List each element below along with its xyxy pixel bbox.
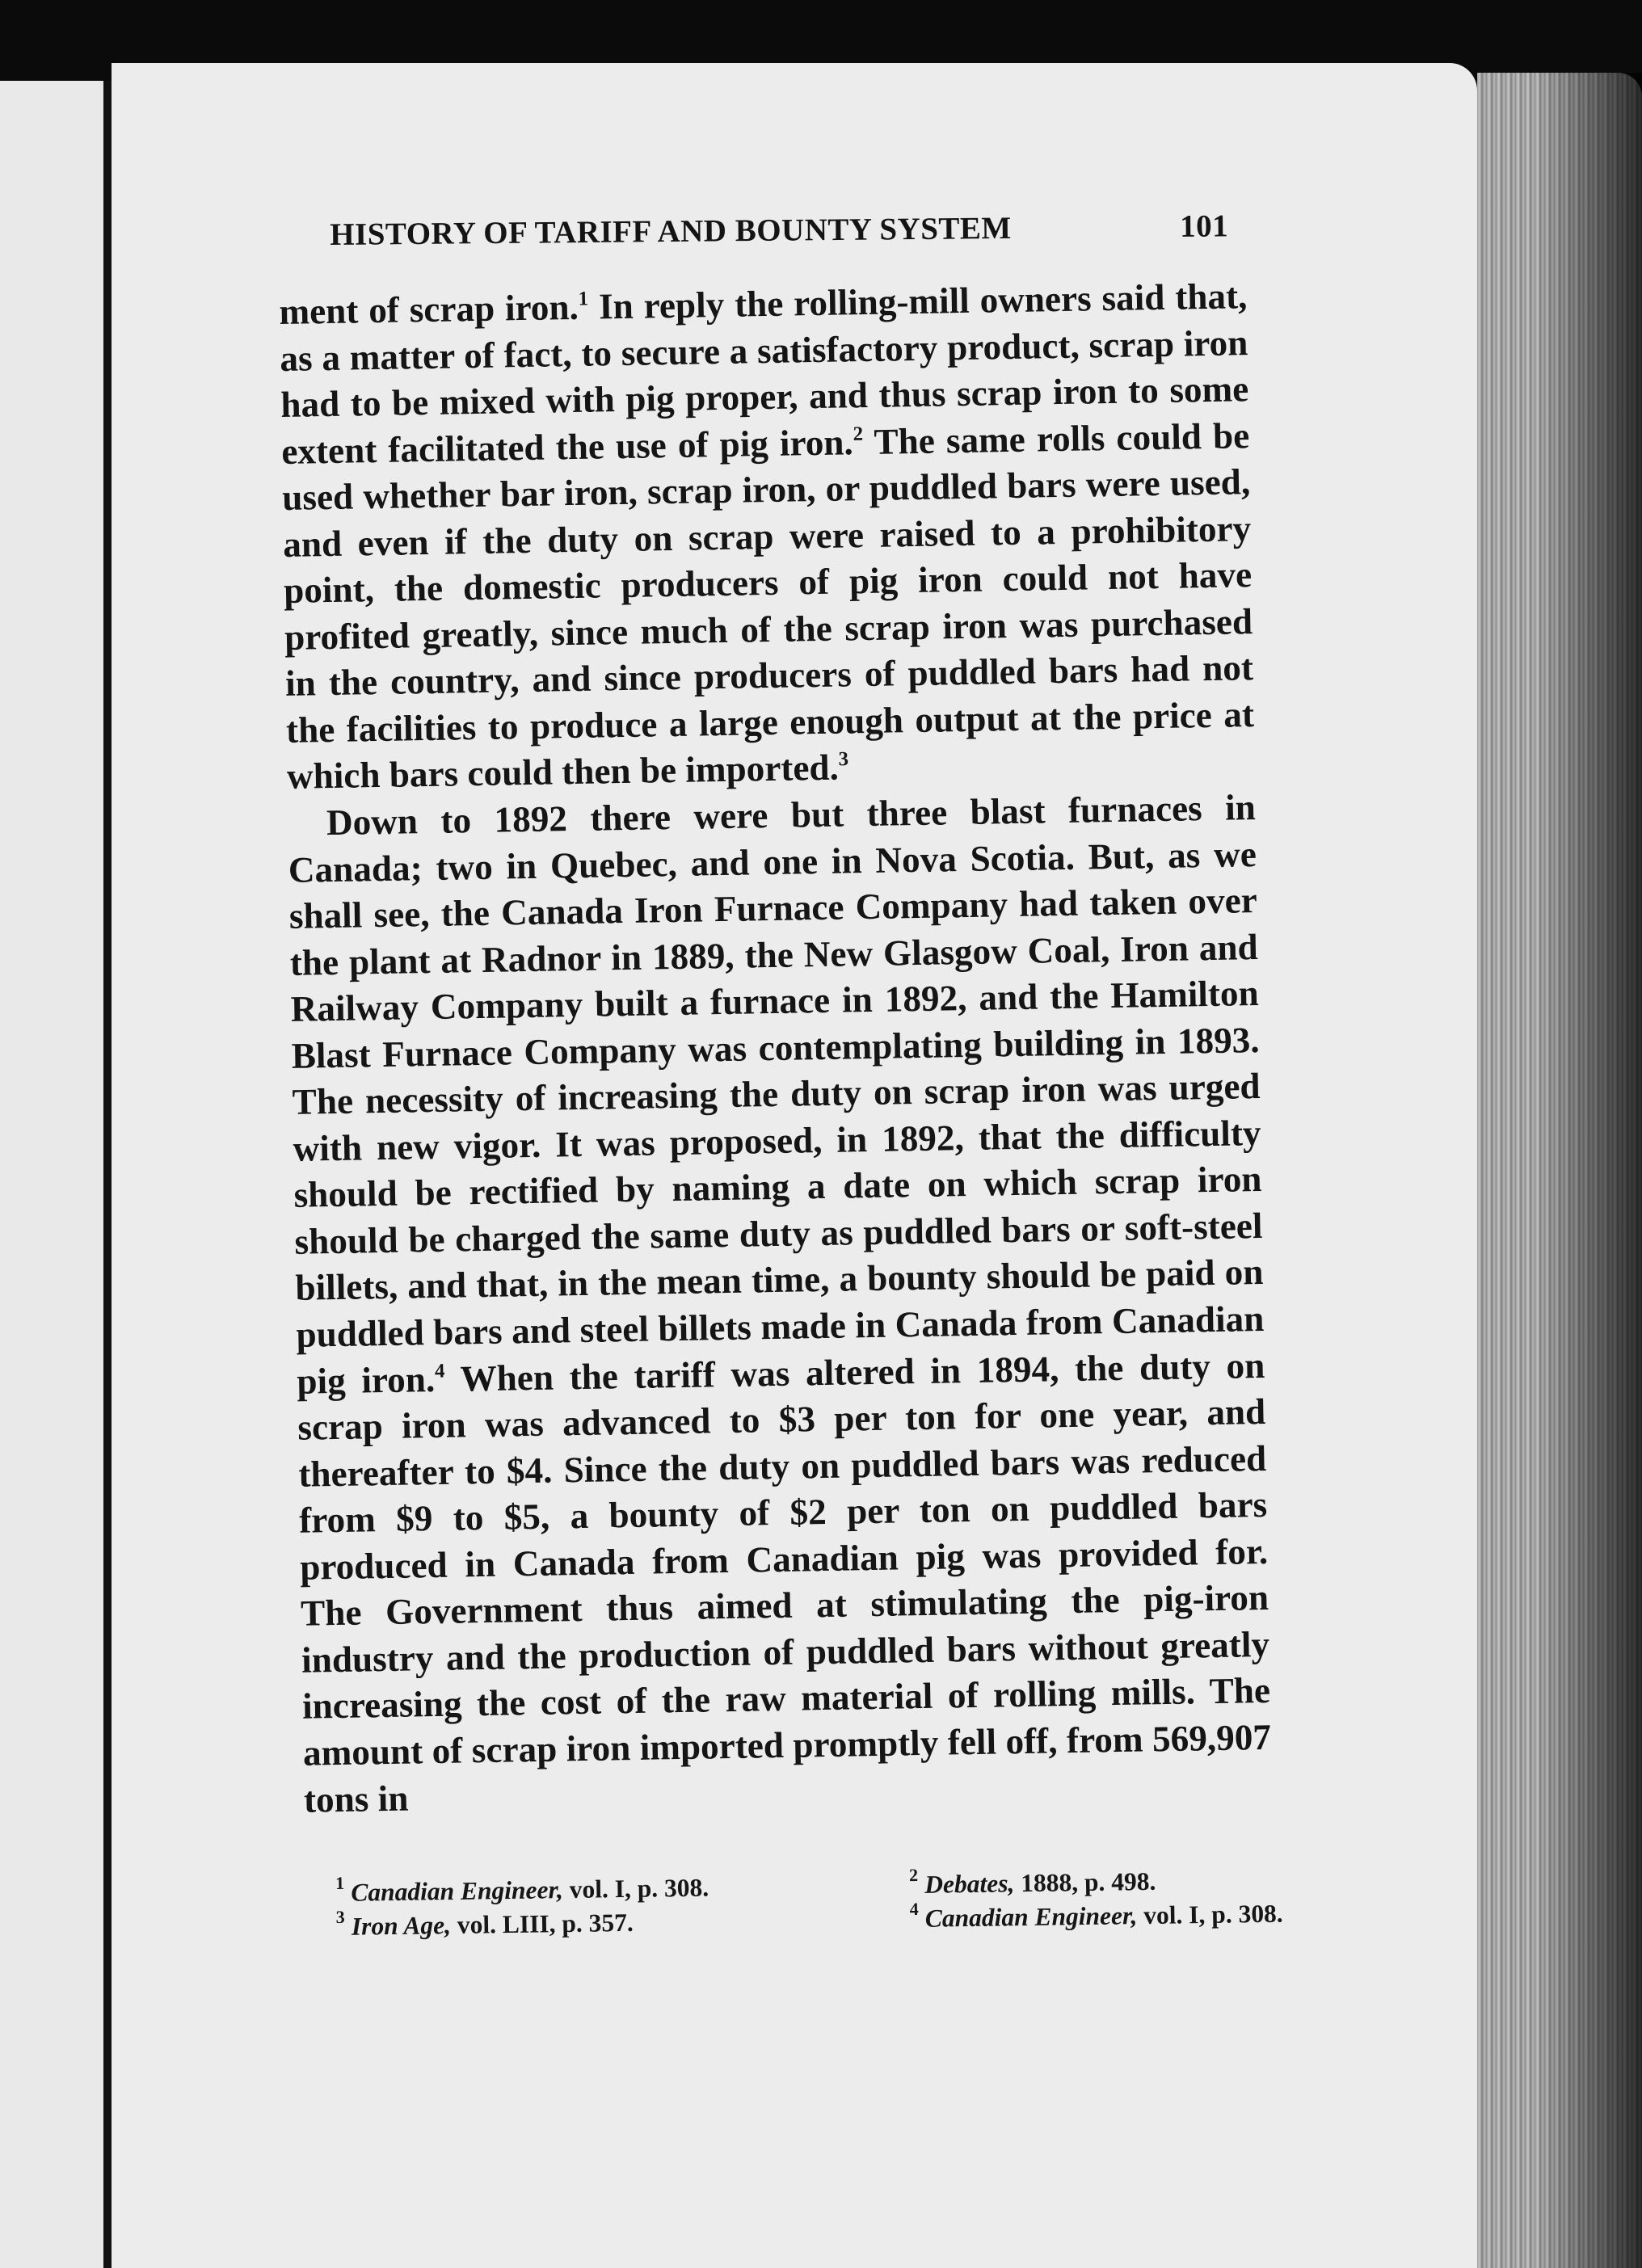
paragraph: Down to 1892 there were but three blast furnaces in Canada; two in Quebec, and one in Nova Scotia. But, as we shall see, the Canada Iron Furnace Company had taken over the plant at Radnor in 1889, the New Glasgow Coal, Iron and Railway Company built a furnace in 1892, and the Hamilton Blast Furnace Company was contemplating building in 1893. The necessity of increasing the duty on scrap iron was urged with new vigor. It was proposed, in 1892, that the difficulty should be rectified by naming a date on which scrap iron should be charged the same duty as puddled bars or soft-steel billets, and that, in the mean time, a bounty should be paid on puddled bars and steel billets made in Canada from Canadian pig iron.$^4$ When the tariff was altered in 1894, the duty on scrap iron was advanced to $3 per ton for one year, and thereafter to $4. Since the duty on puddled bars was reduced from $9 to $5, a bounty of $2 per ton on puddled bars produced in Canada from Canadian pig was provided for. The Government thus aimed at stimulating the pig-iron industry and the production of puddled bars without greatly increasing the cost of the raw material of rolling mills. The amount of scrap iron imported promptly fell off, from 569,907 tons in [288, 787, 1272, 1820]
footnote: $^1$ Canadian Engineer, vol. I, p. 308. [335, 1872, 709, 1907]
footnote-ref: 2 [853, 423, 864, 445]
footnote: $^2$ Debates, 1888, p. 498. [908, 1864, 1156, 1899]
footnote-ref: 3 [838, 748, 849, 771]
body-text [279, 273, 1272, 1824]
book-gutter [103, 81, 112, 2268]
footnote: $^3$ Iron Age, vol. LIII, p. 357. [335, 1906, 634, 1941]
running-head-title: HISTORY OF TARIFF AND BOUNTY SYSTEM [330, 210, 1012, 252]
page-number: 101 [1179, 208, 1229, 244]
footnote-ref: 4 [434, 1359, 445, 1382]
facing-page-edge [0, 81, 103, 2268]
page-edge-shadow [1535, 73, 1642, 2268]
footnotes [335, 1863, 1283, 1944]
footnote: $^4$ Canadian Engineer, vol. I, p. 308. [909, 1898, 1283, 1933]
paragraph: ment of scrap iron.$^1$ In reply the rolling-mill owners said that, as a matter of fact, to secure a satisfactory product, scrap iron had to be mixed with pig proper, and thus scrap iron to some extent facilitated the use of pig iron.$^2$ The same rolls could be used whether bar iron, scrap iron, or puddled bars were used, and even if the duty on scrap were raised to a prohibitory point, the domestic producers of pig iron could not have profited greatly, since much of the scrap iron was purchased in the country, and since producers of puddled bars had not the facilities to produce a large enough output at the price at which bars could then be imported.$^3$ [279, 276, 1255, 797]
footnote-ref: 1 [578, 288, 589, 310]
